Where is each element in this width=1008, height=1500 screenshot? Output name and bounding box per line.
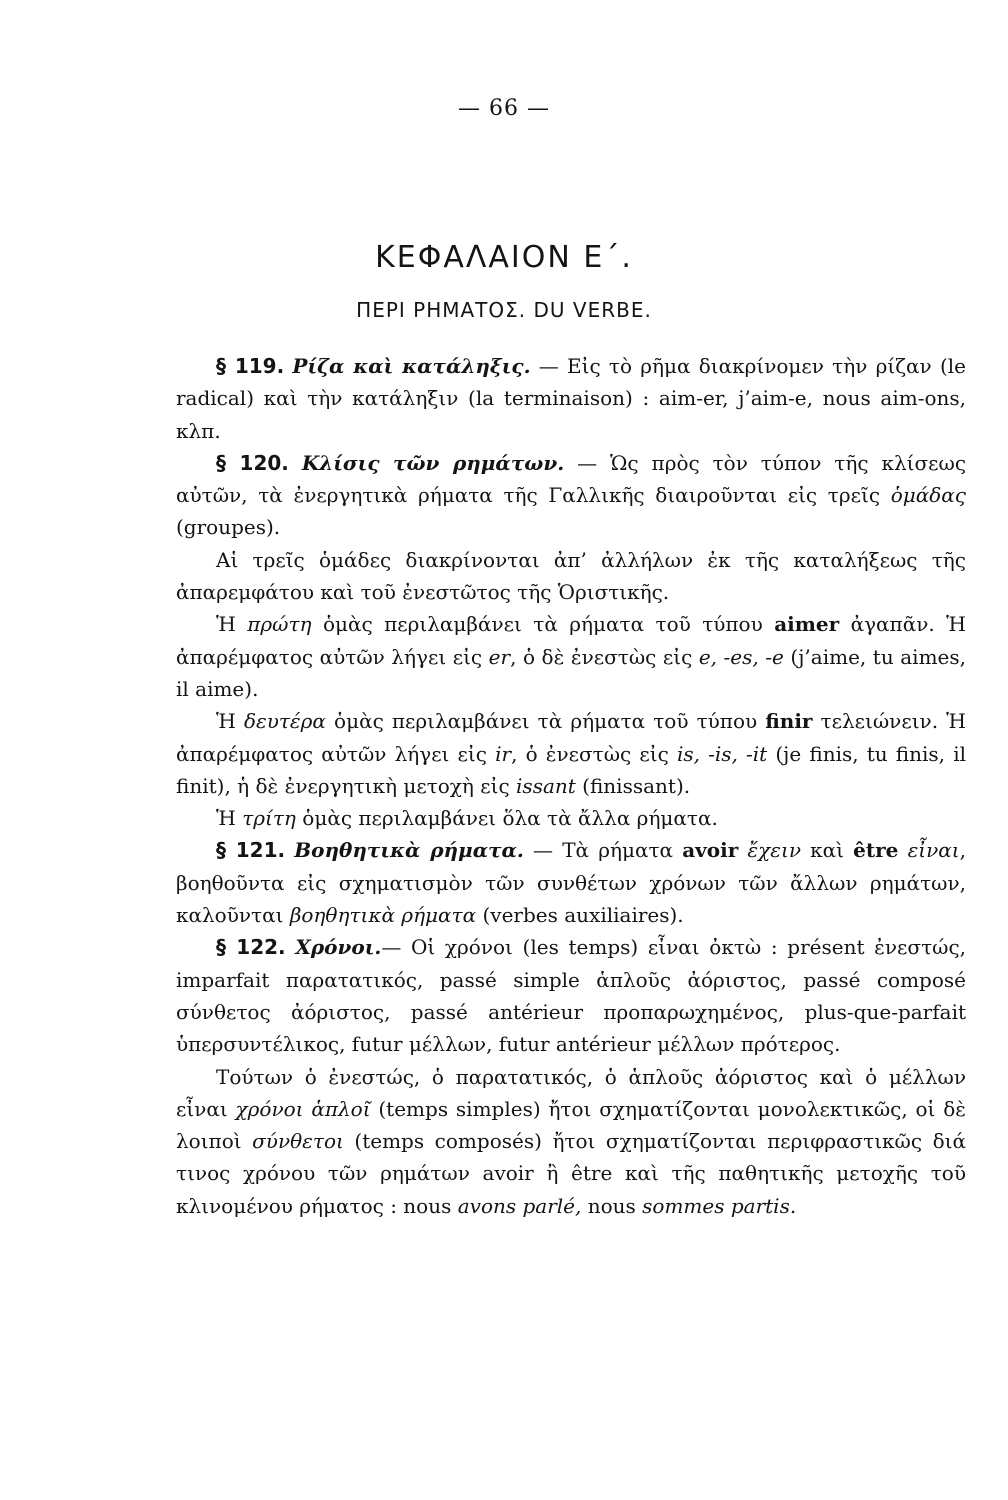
text-run: nous <box>581 1193 643 1218</box>
text-run: ὁμὰς περιλαμβάνει τὰ ρήματα τοῦ τύπου <box>311 612 775 637</box>
text-run <box>898 838 907 862</box>
text-run: (j’aime, tu aimes, il aime). <box>176 644 967 701</box>
section-heading: Βοηθητικὰ ρήματα. <box>294 838 524 863</box>
section-heading: Χρόνοι. <box>295 935 382 960</box>
first-group-paragraph <box>176 608 966 705</box>
text-run <box>285 838 294 862</box>
text-run: — Εἰς τὸ ρῆμα διακρίνομεν τὴν ρίζαν (le radical) καὶ τὴν κατάληξιν (la terminaison) : aim-er, j’aim-e, nous aim-ons, κλπ. <box>176 354 966 443</box>
italic-term: χρόνοι ἁπλοῖ <box>235 1096 371 1121</box>
section-120-paragraph <box>176 447 966 544</box>
text-run <box>286 935 296 959</box>
text-run: τελειώνειν. Ἡ ἀπαρέμφατος αὐτῶν λήγει εἰς <box>176 709 966 766</box>
text-run: Τούτων ὁ ἐνεστώς, ὁ παρατατικός, ὁ ἁπλοῦς ἀόριστος καὶ ὁ μέλλων εἶναι <box>176 1064 966 1121</box>
italic-term: er <box>488 644 511 669</box>
text-run: ὁμὰς περιλαμβάνει τὰ ρήματα τοῦ τύπου <box>325 709 766 734</box>
text-run: , βοηθοῦντα εἰς σχηματισμὸν τῶν συνθέτων χρόνων τῶν ἄλλων ρημάτων, καλοῦνται <box>176 838 967 928</box>
text-run: — Τὰ ρήματα <box>523 838 683 863</box>
italic-term: is, -is, -it <box>676 741 768 766</box>
text-run: (temps simples) ἤτοι σχηματίζονται μονολεκτικῶς, οἱ δὲ λοιποὶ <box>176 1096 967 1154</box>
text-run: Αἱ τρεῖς ὁμάδες διακρίνονται ἀπ’ ἀλλήλων ἐκ τῆς καταλήξεως τῆς ἀπαρεμφάτου καὶ τοῦ ἐνεστῶτος τῆς Ὁριστικῆς. <box>176 547 966 605</box>
text-run: (verbes auxiliaires). <box>476 903 684 928</box>
section-heading: Κλίσις τῶν ρημάτων. <box>301 450 565 475</box>
section-heading: Ρίζα καὶ κατάληξις. <box>292 354 531 378</box>
italic-term: εἶναι <box>907 838 960 863</box>
italic-term: e, -es, -e <box>698 644 784 669</box>
section-number: § 120. <box>216 450 289 475</box>
section-119-paragraph <box>176 350 966 447</box>
section-number: § 121. <box>216 838 286 863</box>
italic-term: avons parlé, <box>457 1193 582 1218</box>
text-run: , ὁ ἐνεστὼς εἰς <box>511 741 677 766</box>
section-121-paragraph <box>176 834 966 931</box>
italic-term: τρίτη <box>242 806 296 831</box>
text-run: (temps composés) ἤτοι σχηματίζονται περιφραστικῶς διά τινος χρόνου τῶν ρημάτων avoir ἢ être καὶ τῆς παθητικῆς μετοχῆς τοῦ κλινομένου ρήματος : nous <box>176 1129 966 1218</box>
second-group-paragraph <box>176 705 966 802</box>
text-run: ὁμὰς περιλαμβάνει ὅλα τὰ ἄλλα ρήματα. <box>295 806 718 831</box>
section-122-paragraph <box>176 931 966 1060</box>
section-number: § 122. <box>216 935 286 960</box>
italic-term: δευτέρα <box>243 709 326 734</box>
italic-term: ἔχειν <box>747 838 801 863</box>
text-run: , ὁ δὲ ἐνεστὼς εἰς <box>510 644 699 669</box>
bold-term: être <box>853 838 899 863</box>
groups-intro-paragraph <box>176 544 966 609</box>
text-run: Ἡ <box>216 709 244 734</box>
text-run: — Ὡς πρὸς τὸν τύπον τῆς κλίσεως αὐτῶν, τὰ ἐνεργητικὰ ρήματα τῆς Γαλλικῆς διαιροῦνται εἰς τρεῖς <box>176 450 967 508</box>
italic-term: πρώτη <box>247 612 312 637</box>
bold-term: avoir <box>682 838 739 863</box>
text-run: (groupes). <box>176 515 281 540</box>
text-run: Ἡ <box>216 806 243 831</box>
chapter-title: ΚΕΦΑΛΑΙΟΝ Ε΄. <box>375 240 633 275</box>
bold-term: finir <box>765 709 813 734</box>
text-run: ἀγαπᾶν. Ἡ ἀπαρέμφατος αὐτῶν λήγει εἰς <box>176 612 966 669</box>
body-text <box>176 350 966 1222</box>
italic-term: ir <box>495 741 512 766</box>
text-run <box>289 451 302 475</box>
text-run: — Οἱ χρόνοι (les temps) εἶναι ὀκτὼ : présent ἐνεστώς, imparfait παρατατικός, passé simple ἁπλοῦς ἀόριστος, passé composé σύνθετος ἀόριστος, passé antérieur προπαρωχημένος, plus-que-parfait ὑπερσυντέλικος, futur μέλλων, futur antérieur μέλλων πρότερος. <box>176 935 967 1057</box>
third-group-paragraph <box>176 802 966 834</box>
italic-term: βοηθητικὰ ρήματα <box>289 903 477 928</box>
bold-term: aimer <box>774 612 840 637</box>
text-run: καὶ <box>801 838 854 863</box>
tenses-paragraph <box>176 1061 966 1222</box>
text-run: (je finis, tu finis, il finit), ἡ δὲ ἐνεργητικὴ μετοχὴ εἰς <box>176 741 966 798</box>
text-run: (finissant). <box>575 773 691 798</box>
chapter-subtitle: ΠΕΡΙ ΡΗΜΑΤΟΣ. DU VERBE. <box>356 298 652 322</box>
italic-term: σύνθετοι <box>252 1129 344 1154</box>
italic-term: ὁμάδας <box>890 483 966 508</box>
text-run: Ἡ <box>216 612 248 637</box>
italic-term: issant <box>516 773 576 798</box>
section-number: § 119. <box>216 354 285 378</box>
italic-term: sommes partis. <box>642 1193 797 1218</box>
page-number: — 66 — <box>458 96 550 121</box>
